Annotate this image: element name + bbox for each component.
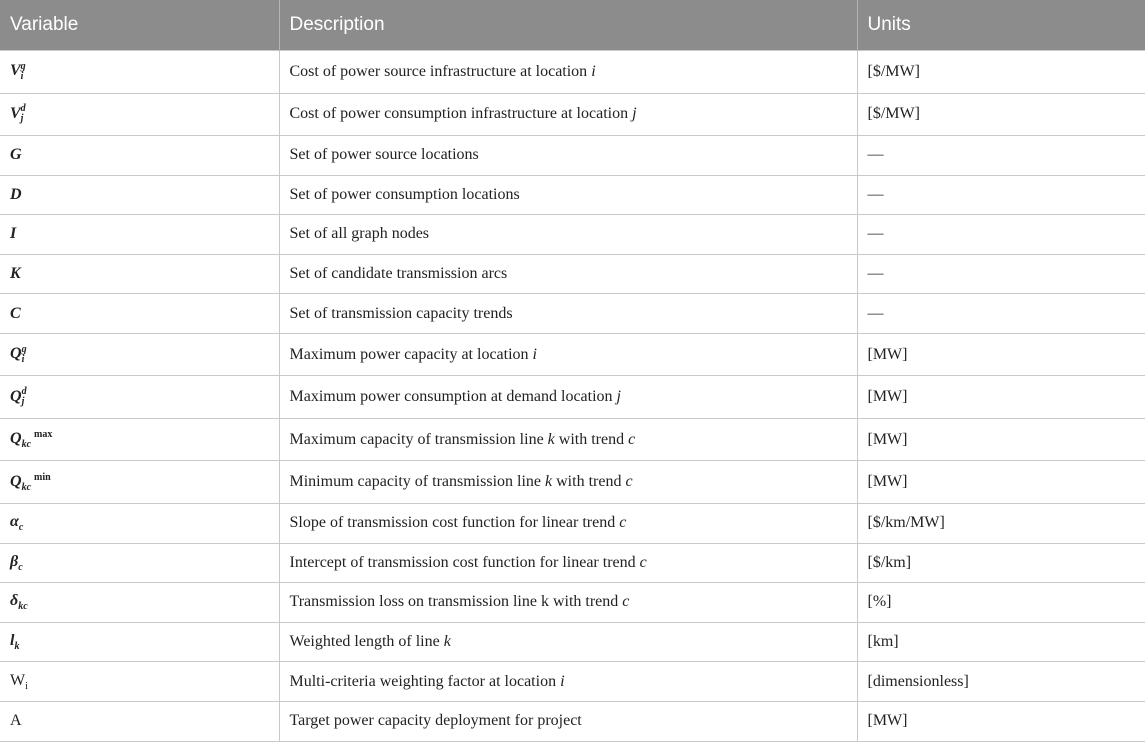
variable-symbol <box>10 225 16 242</box>
variable-symbol <box>10 146 22 163</box>
description-cell <box>279 254 857 294</box>
variable-scripts <box>21 62 26 82</box>
variable-symbol <box>10 305 21 322</box>
description-text: Set of power source locations <box>289 146 479 164</box>
table-row <box>0 215 1145 255</box>
table-row <box>0 503 1145 543</box>
description-variable: j <box>632 105 637 123</box>
variable-base: G <box>10 146 22 164</box>
table-row <box>0 543 1145 583</box>
description-text: with trend <box>554 430 629 448</box>
table-row <box>0 376 1145 419</box>
variable-subscript: j <box>21 396 25 408</box>
variable-cell <box>0 333 279 376</box>
variable-scripts <box>21 104 26 124</box>
units-cell: [MW] <box>857 461 1145 504</box>
variable-subscript: kc <box>21 481 32 493</box>
table-row <box>0 461 1145 504</box>
variable-cell <box>0 583 279 623</box>
variable-subscript: j <box>20 113 24 125</box>
variable-subscript: c <box>18 561 23 573</box>
variable-symbol <box>10 552 23 573</box>
variable-symbol <box>10 712 22 729</box>
units-cell: — <box>857 215 1145 255</box>
variable-base: K <box>10 265 21 283</box>
units-cell: [MW] <box>857 376 1145 419</box>
description-text: Intercept of transmission cost function for linear trend <box>289 553 640 571</box>
variable-cell <box>0 93 279 136</box>
variable-base: Q <box>10 345 22 363</box>
variable-symbol <box>10 513 24 534</box>
variable-base: δ <box>10 592 19 610</box>
units-cell: — <box>857 254 1145 294</box>
table-row <box>0 583 1145 623</box>
description-text: Maximum power consumption at demand location <box>289 388 617 406</box>
description-text: Target power capacity deployment for project <box>289 712 582 730</box>
variable-cell <box>0 51 279 94</box>
variable-base: Q <box>10 472 22 490</box>
variable-subscript: c <box>18 522 24 534</box>
table-row <box>0 136 1145 176</box>
table-header <box>0 0 1145 51</box>
header-variable: Variable <box>0 0 279 51</box>
description-text: Multi-criteria weighting factor at location <box>289 672 561 690</box>
description-cell <box>279 503 857 543</box>
description-variable: j <box>616 388 621 406</box>
units-cell: [MW] <box>857 701 1145 741</box>
description-text: Set of all graph nodes <box>289 225 430 243</box>
description-text: Weighted length of line <box>289 633 444 651</box>
description-variable: i <box>532 345 537 363</box>
variable-symbol <box>10 343 27 365</box>
table-row <box>0 662 1145 702</box>
variable-base: l <box>10 632 15 650</box>
description-text: Cost of power consumption infrastructure at location <box>289 105 633 123</box>
variable-superscript: g <box>20 60 26 72</box>
description-variable: c <box>619 514 627 532</box>
description-text: Slope of transmission cost function for linear trend <box>289 514 620 532</box>
description-text: Transmission loss on transmission line k with trend <box>289 593 623 611</box>
variable-cell <box>0 662 279 702</box>
table-row <box>0 294 1145 334</box>
variable-superscript: max <box>34 429 53 441</box>
description-cell <box>279 215 857 255</box>
description-cell <box>279 51 857 94</box>
description-text: Maximum capacity of transmission line <box>289 430 548 448</box>
description-text: Set of transmission capacity trends <box>289 304 513 322</box>
table-row <box>0 175 1145 215</box>
description-cell <box>279 175 857 215</box>
variable-symbol <box>10 632 20 653</box>
variable-cell <box>0 461 279 504</box>
variable-base: Q <box>10 430 22 448</box>
variable-cell <box>0 215 279 255</box>
table-row <box>0 622 1145 662</box>
description-cell <box>279 662 857 702</box>
variable-cell <box>0 136 279 176</box>
table-row <box>0 701 1145 741</box>
variable-superscript: d <box>20 103 26 115</box>
description-text: Set of candidate transmission arcs <box>289 265 508 283</box>
description-text: Minimum capacity of transmission line <box>289 473 546 491</box>
variable-superscript: g <box>21 343 27 355</box>
description-variable: k <box>443 633 451 651</box>
variable-subscript: i <box>25 680 28 692</box>
units-cell: — <box>857 294 1145 334</box>
description-text: Cost of power source infrastructure at location <box>289 62 592 80</box>
units-cell: [%] <box>857 583 1145 623</box>
table-row <box>0 51 1145 94</box>
header-row <box>0 0 1145 51</box>
variable-cell <box>0 254 279 294</box>
description-cell <box>279 418 857 461</box>
units-cell: [$/km/MW] <box>857 503 1145 543</box>
variable-symbol <box>10 429 53 451</box>
variable-subscript: i <box>20 70 24 82</box>
units-cell: [MW] <box>857 418 1145 461</box>
description-text: Maximum power capacity at location <box>289 345 533 363</box>
variable-subscript: kc <box>21 439 32 451</box>
units-cell: [$/km] <box>857 543 1145 583</box>
table-row <box>0 418 1145 461</box>
variable-base: α <box>10 513 19 531</box>
description-cell <box>279 93 857 136</box>
variable-symbol <box>10 265 21 282</box>
description-cell <box>279 461 857 504</box>
description-variable: c <box>625 473 633 491</box>
table-body <box>0 51 1145 742</box>
variable-superscript: d <box>21 386 27 398</box>
variable-superscript: min <box>34 471 51 483</box>
description-variable: c <box>639 553 647 571</box>
description-cell <box>279 294 857 334</box>
description-variable: i <box>591 62 596 80</box>
variable-scripts <box>22 387 27 407</box>
variable-cell <box>0 294 279 334</box>
description-variable: i <box>560 672 565 690</box>
variable-subscript: i <box>21 353 25 365</box>
description-cell <box>279 333 857 376</box>
header-units: Units <box>857 0 1145 51</box>
units-cell: [dimensionless] <box>857 662 1145 702</box>
variable-cell <box>0 503 279 543</box>
variable-base: C <box>10 304 21 322</box>
description-variable: k <box>545 473 553 491</box>
units-cell: [km] <box>857 622 1145 662</box>
variable-base: V <box>10 104 21 122</box>
description-cell <box>279 701 857 741</box>
variable-base: Q <box>10 387 22 405</box>
description-variable: c <box>628 430 636 448</box>
variable-base: I <box>10 225 17 243</box>
units-cell: — <box>857 136 1145 176</box>
description-variable: k <box>547 430 555 448</box>
variable-scripts <box>22 345 27 365</box>
variable-base: V <box>10 62 21 80</box>
description-cell <box>279 376 857 419</box>
table-row <box>0 93 1145 136</box>
variable-base: A <box>10 712 22 730</box>
description-text: with trend <box>552 473 626 491</box>
variable-subscript: k <box>14 641 20 653</box>
variable-base: β <box>10 552 19 570</box>
variable-base: W <box>10 671 26 689</box>
variable-cell <box>0 175 279 215</box>
variable-base: D <box>10 185 22 203</box>
variable-symbol <box>10 471 51 493</box>
description-cell <box>279 136 857 176</box>
units-cell: [$/MW] <box>857 93 1145 136</box>
description-cell <box>279 543 857 583</box>
variable-cell <box>0 622 279 662</box>
description-text: Set of power consumption locations <box>289 185 520 203</box>
units-cell: — <box>857 175 1145 215</box>
variable-symbol <box>10 103 26 125</box>
variable-symbol <box>10 671 28 692</box>
table-row <box>0 254 1145 294</box>
table-row <box>0 333 1145 376</box>
variable-cell <box>0 701 279 741</box>
variable-symbol <box>10 592 28 613</box>
variable-cell <box>0 418 279 461</box>
variable-subscript: kc <box>18 601 28 613</box>
variable-cell <box>0 376 279 419</box>
variable-symbol <box>10 386 27 408</box>
units-cell: [MW] <box>857 333 1145 376</box>
variable-cell <box>0 543 279 583</box>
description-variable: c <box>622 593 630 611</box>
description-cell <box>279 583 857 623</box>
units-cell: [$/MW] <box>857 51 1145 94</box>
description-cell <box>279 622 857 662</box>
header-description: Description <box>279 0 857 51</box>
variable-symbol <box>10 186 22 203</box>
variable-symbol <box>10 60 26 82</box>
